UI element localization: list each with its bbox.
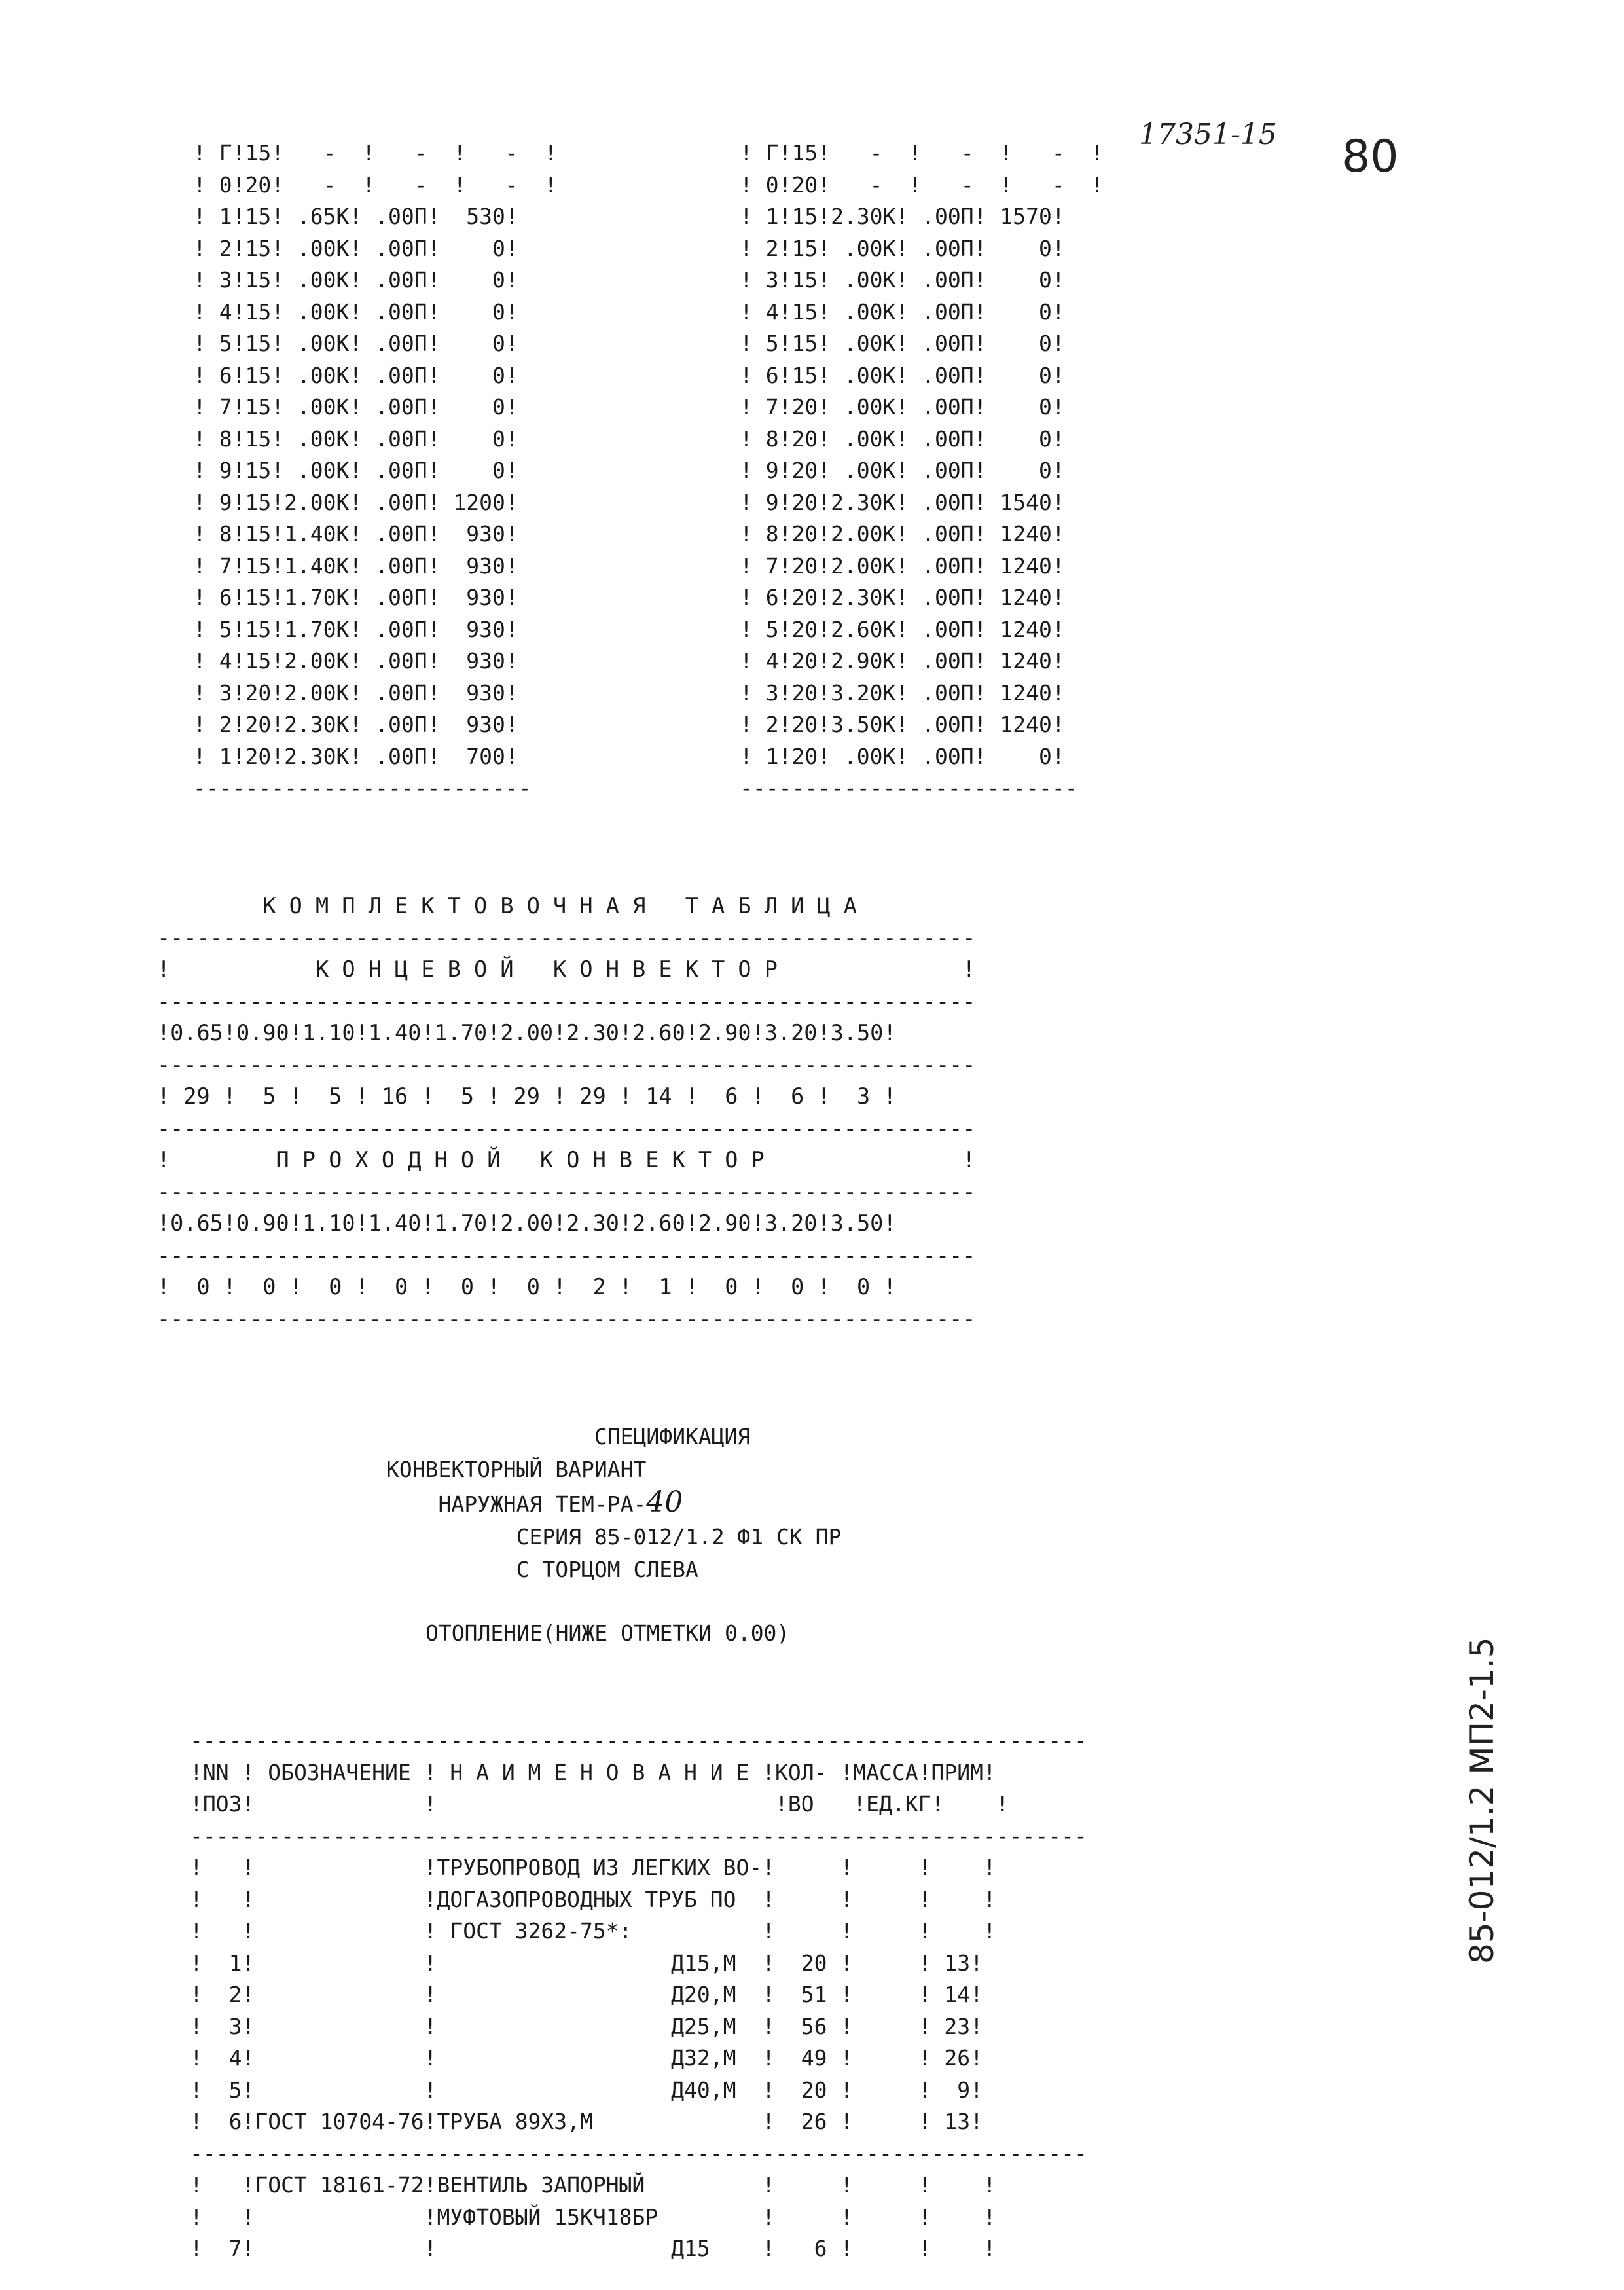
table-row: -------------------------------------------------------------- xyxy=(157,1115,976,1141)
table-row: ! 7!15! .00К! .00П! 0! xyxy=(193,394,518,420)
table-row: -------------------------- xyxy=(740,775,1078,801)
table-row: ! 2!20!3.50К! .00П! 1240! xyxy=(740,712,1065,737)
spec-orientation: С ТОРЦОМ СЛЕВА xyxy=(386,1557,698,1582)
table-row: ! К О Н Ц Е В О Й К О Н В Е К Т О Р ! xyxy=(157,956,976,982)
table-row: -------------------------------------------------------------- xyxy=(157,1051,976,1078)
table-row: --------------------------------------------------------------------- xyxy=(190,1823,1087,1849)
spec-variant: КОНВЕКТОРНЫЙ ВАРИАНТ xyxy=(386,1457,647,1482)
table-row: -------------------------------------------------------------- xyxy=(157,1305,976,1332)
table-row: ! 0 ! 0 ! 0 ! 0 ! 0 ! 0 ! 2 ! 1 ! 0 ! 0 ! 0 ! xyxy=(157,1274,897,1299)
table-row: ! 4!15! .00К! .00П! 0! xyxy=(740,299,1065,325)
table-row: ! 4! ! Д32,М ! 49 ! ! 26! xyxy=(190,2045,983,2071)
table-row: ! 4!15!2.00К! .00П! 930! xyxy=(193,648,518,674)
table-row: ! 3!20!2.00К! .00П! 930! xyxy=(193,680,518,706)
table-row: ! 5!15! .00К! .00П! 0! xyxy=(193,331,518,356)
table-row: ! 7!20! .00К! .00П! 0! xyxy=(740,394,1065,420)
table-row: ! 2! ! Д20,М ! 51 ! ! 14! xyxy=(190,1982,983,2007)
table-row: ! 6!15!1.70К! .00П! 930! xyxy=(193,585,518,610)
spec-outdoor-temp-label: НАРУЖНАЯ ТЕМ-РА- xyxy=(386,1491,647,1517)
table-row: ! 3!15! .00К! .00П! 0! xyxy=(740,267,1065,293)
kit-table xyxy=(157,890,975,1335)
table-row: ! 6!15! .00К! .00П! 0! xyxy=(193,362,518,388)
table-row: ! 5!20!2.60К! .00П! 1240! xyxy=(740,616,1065,642)
table-row: -------------------------------------------------------------- xyxy=(157,1178,976,1205)
table-row: !0.65!0.90!1.10!1.40!1.70!2.00!2.30!2.60!2.90!3.20!3.50! xyxy=(157,1020,897,1045)
table-row: ! 4!20!2.90К! .00П! 1240! xyxy=(740,648,1065,674)
specification-table xyxy=(190,1725,1087,2265)
table-row: ! 6!15! .00К! .00П! 0! xyxy=(740,362,1065,388)
table-row: ! 1!15! .65К! .00П! 530! xyxy=(193,204,518,229)
table-row: !ПОЗ! ! !ВО !ЕД.КГ! ! xyxy=(190,1791,1009,1817)
table-row: ! 8!20!2.00К! .00П! 1240! xyxy=(740,521,1065,547)
table-row: ! !ГОСТ 18161-72!ВЕНТИЛЬ ЗАПОРНЫЙ ! ! ! ! xyxy=(190,2172,996,2198)
table-row: -------------------------------------------------------------- xyxy=(157,924,976,951)
table-row: ! 7! ! Д15 ! 6 ! ! ! xyxy=(190,2236,996,2261)
table-row: ! 6!20!2.30К! .00П! 1240! xyxy=(740,585,1065,610)
table-row: ! 8!20! .00К! .00П! 0! xyxy=(740,426,1065,452)
table-row: ! 6!ГОСТ 10704-76!ТРУБА 89Х3,М ! 26 ! ! 13! xyxy=(190,2109,983,2134)
schedule-table-left xyxy=(193,137,557,805)
table-row: ! 29 ! 5 ! 5 ! 16 ! 5 ! 29 ! 29 ! 14 ! 6 ! 6 ! 3 ! xyxy=(157,1083,897,1109)
table-row: ! 8!15!1.40К! .00П! 930! xyxy=(193,521,518,547)
table-row: ! ! !ТРУБОПРОВОД ИЗ ЛЕГКИХ ВО-! ! ! ! xyxy=(190,1855,996,1880)
table-row: ! П Р О Х О Д Н О Й К О Н В Е К Т О Р ! xyxy=(157,1147,976,1172)
table-row: ! 7!15!1.40К! .00П! 930! xyxy=(193,553,518,579)
table-row: !NN ! ОБОЗНАЧЕНИЕ ! Н А И М Е Н О В А Н И Е !КОЛ- !МАССА!ПРИМ! xyxy=(190,1759,996,1785)
side-document-code: 85-012/1.2 МП2-1.5 xyxy=(1463,1637,1501,1964)
table-row: ! 3!20!3.20К! .00П! 1240! xyxy=(740,680,1065,706)
table-row: ! 2!15! .00К! .00П! 0! xyxy=(740,235,1065,261)
table-row: К О М П Л Е К Т О В О Ч Н А Я Т А Б Л И Ц А xyxy=(157,893,857,918)
table-row: ! Г!15! - ! - ! - ! xyxy=(193,140,558,166)
table-row: ! 1!20!2.30К! .00П! 700! xyxy=(193,743,518,769)
table-row: ! 2!15! .00К! .00П! 0! xyxy=(193,235,518,261)
table-row: ! 2!20!2.30К! .00П! 930! xyxy=(193,712,518,737)
table-row: -------------------------- xyxy=(193,775,532,801)
table-row: ! Г!15! - ! - ! - ! xyxy=(740,140,1104,166)
spec-title: СПЕЦИФИКАЦИЯ xyxy=(386,1424,751,1449)
table-row: ! 1!20! .00К! .00П! 0! xyxy=(740,743,1065,769)
table-row: ! 9!20! .00К! .00П! 0! xyxy=(740,458,1065,483)
table-row: ! 8!15! .00К! .00П! 0! xyxy=(193,426,518,452)
table-row: ! 9!15!2.00К! .00П! 1200! xyxy=(193,489,518,515)
table-row: ! 4!15! .00К! .00П! 0! xyxy=(193,299,518,325)
table-row: ! 1! ! Д15,М ! 20 ! ! 13! xyxy=(190,1950,983,1976)
table-row: ! ! !ДОГАЗОПРОВОДНЫХ ТРУБ ПО ! ! ! ! xyxy=(190,1886,996,1912)
table-row: ! ! !МУФТОВЫЙ 15КЧ18БР ! ! ! ! xyxy=(190,2204,996,2230)
table-row: ! 3! ! Д25,М ! 56 ! ! 23! xyxy=(190,2013,983,2039)
table-row: ! 9!15! .00К! .00П! 0! xyxy=(193,458,518,483)
table-row: ! 5!15! .00К! .00П! 0! xyxy=(740,331,1065,356)
spec-outdoor-temp-value: 40 xyxy=(646,1485,683,1519)
page-number: 80 xyxy=(1342,131,1399,183)
spec-heating-note: ОТОПЛЕНИЕ(НИЖЕ ОТМЕТКИ 0.00) xyxy=(425,1620,790,1646)
table-row: ! 3!15! .00К! .00П! 0! xyxy=(193,267,518,293)
table-row: ! 0!20! - ! - ! - ! xyxy=(740,172,1104,198)
table-row: --------------------------------------------------------------------- xyxy=(190,1728,1087,1753)
table-row: ! 9!20!2.30К! .00П! 1540! xyxy=(740,489,1065,515)
table-row: -------------------------------------------------------------- xyxy=(157,1242,976,1268)
spec-series: СЕРИЯ 85-012/1.2 Ф1 СК ПР xyxy=(386,1524,842,1550)
table-row: ! 0!20! - ! - ! - ! xyxy=(193,172,558,198)
document-id: 17351-15 xyxy=(1139,118,1277,151)
schedule-table-right xyxy=(740,137,1104,805)
table-row: --------------------------------------------------------------------- xyxy=(190,2140,1087,2166)
table-row: ! 1!15!2.30К! .00П! 1570! xyxy=(740,204,1065,229)
table-row: !0.65!0.90!1.10!1.40!1.70!2.00!2.30!2.60!2.90!3.20!3.50! xyxy=(157,1210,897,1236)
table-row: ! 5! ! Д40,М ! 20 ! ! 9! xyxy=(190,2077,983,2103)
table-row: ! 7!20!2.00К! .00П! 1240! xyxy=(740,553,1065,579)
table-row: ! 5!15!1.70К! .00П! 930! xyxy=(193,616,518,642)
specification-heading xyxy=(386,1421,841,1586)
table-row: ! ! ! ГОСТ 3262-75*: ! ! ! ! xyxy=(190,1918,996,1944)
table-row: -------------------------------------------------------------- xyxy=(157,988,976,1014)
